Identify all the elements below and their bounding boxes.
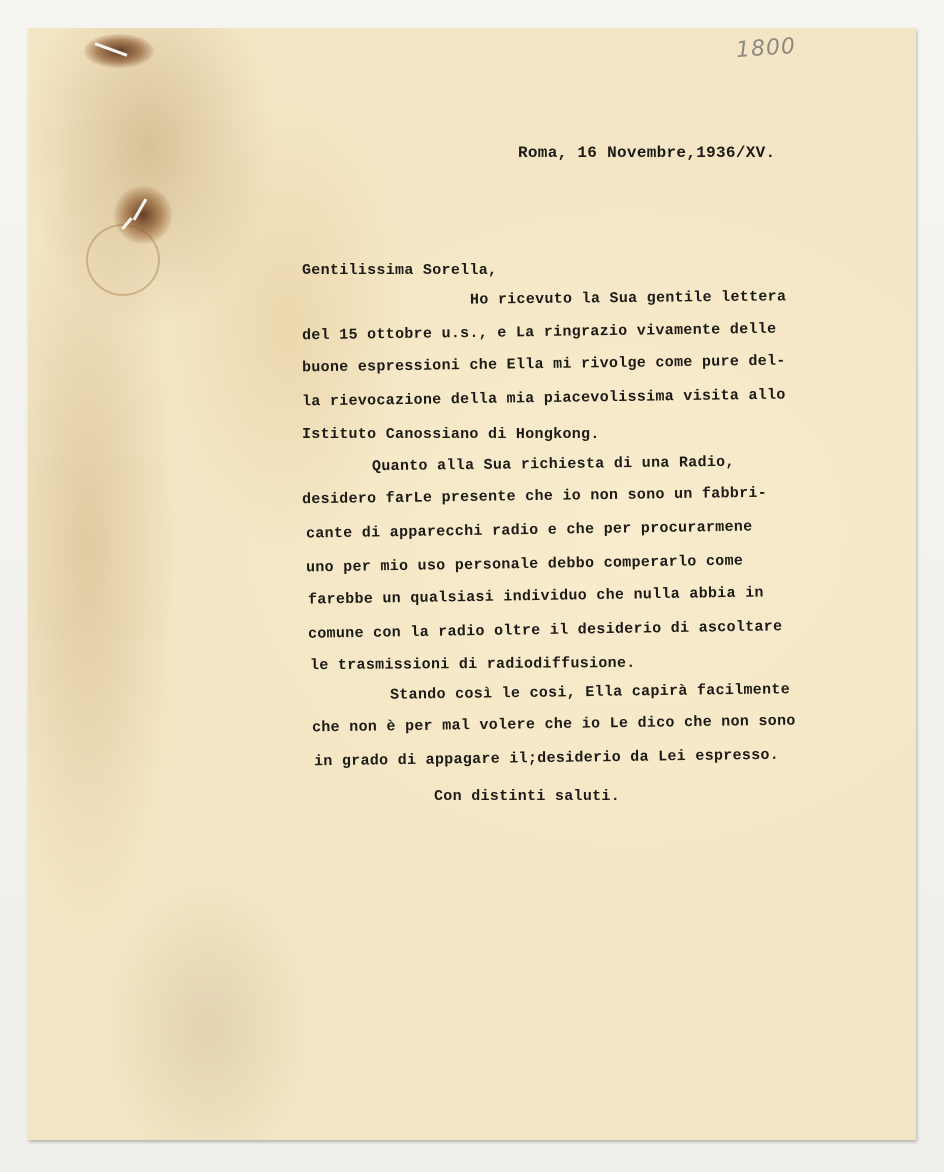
letter-line: Stando così le cosi, Ella capirà facilmente [389, 681, 791, 704]
archive-number: 1800 [735, 33, 797, 64]
stain-ring [86, 224, 160, 296]
letter-line: in grado di appagare il;desiderio da Lei espresso. [313, 746, 780, 771]
letter-line: che non è per mal volere che io Le dico che non sono [311, 712, 796, 737]
letter-line: del 15 ottobre u.s., e La ringrazio vivamente delle [301, 320, 777, 345]
letter-line: uno per mio uso personale debbo comperarlo come [305, 552, 744, 577]
closing: Con distinti saluti. [434, 788, 621, 805]
salutation: Gentilissima Sorella, [302, 262, 498, 279]
letter-line: Quanto alla Sua richiesta di una Radio, [371, 453, 735, 476]
letter-line: Ho ricevuto la Sua gentile lettera [469, 288, 787, 309]
letter-line: buone espressioni che Ella mi rivolge come pure del- [301, 352, 786, 377]
place-date: Roma, 16 Novembre,1936/XV. [518, 144, 776, 162]
letter-line: farebbe un qualsiasi individuo che nulla abbia in [307, 584, 764, 609]
letter-line: desidero farLe presente che io non sono un fabbri- [301, 484, 768, 509]
letter-line: la rievocazione della mia piacevolissima visita allo [301, 386, 786, 411]
letter-sheet [28, 28, 916, 1140]
letter-line: cante di apparecchi radio e che per procurarmene [305, 518, 753, 543]
letter-line: Istituto Canossiano di Hongkong. [302, 426, 600, 443]
letter-line: le trasmissioni di radiodiffusione. [309, 654, 636, 675]
letter-line: comune con la radio oltre il desiderio di ascoltare [307, 618, 783, 643]
